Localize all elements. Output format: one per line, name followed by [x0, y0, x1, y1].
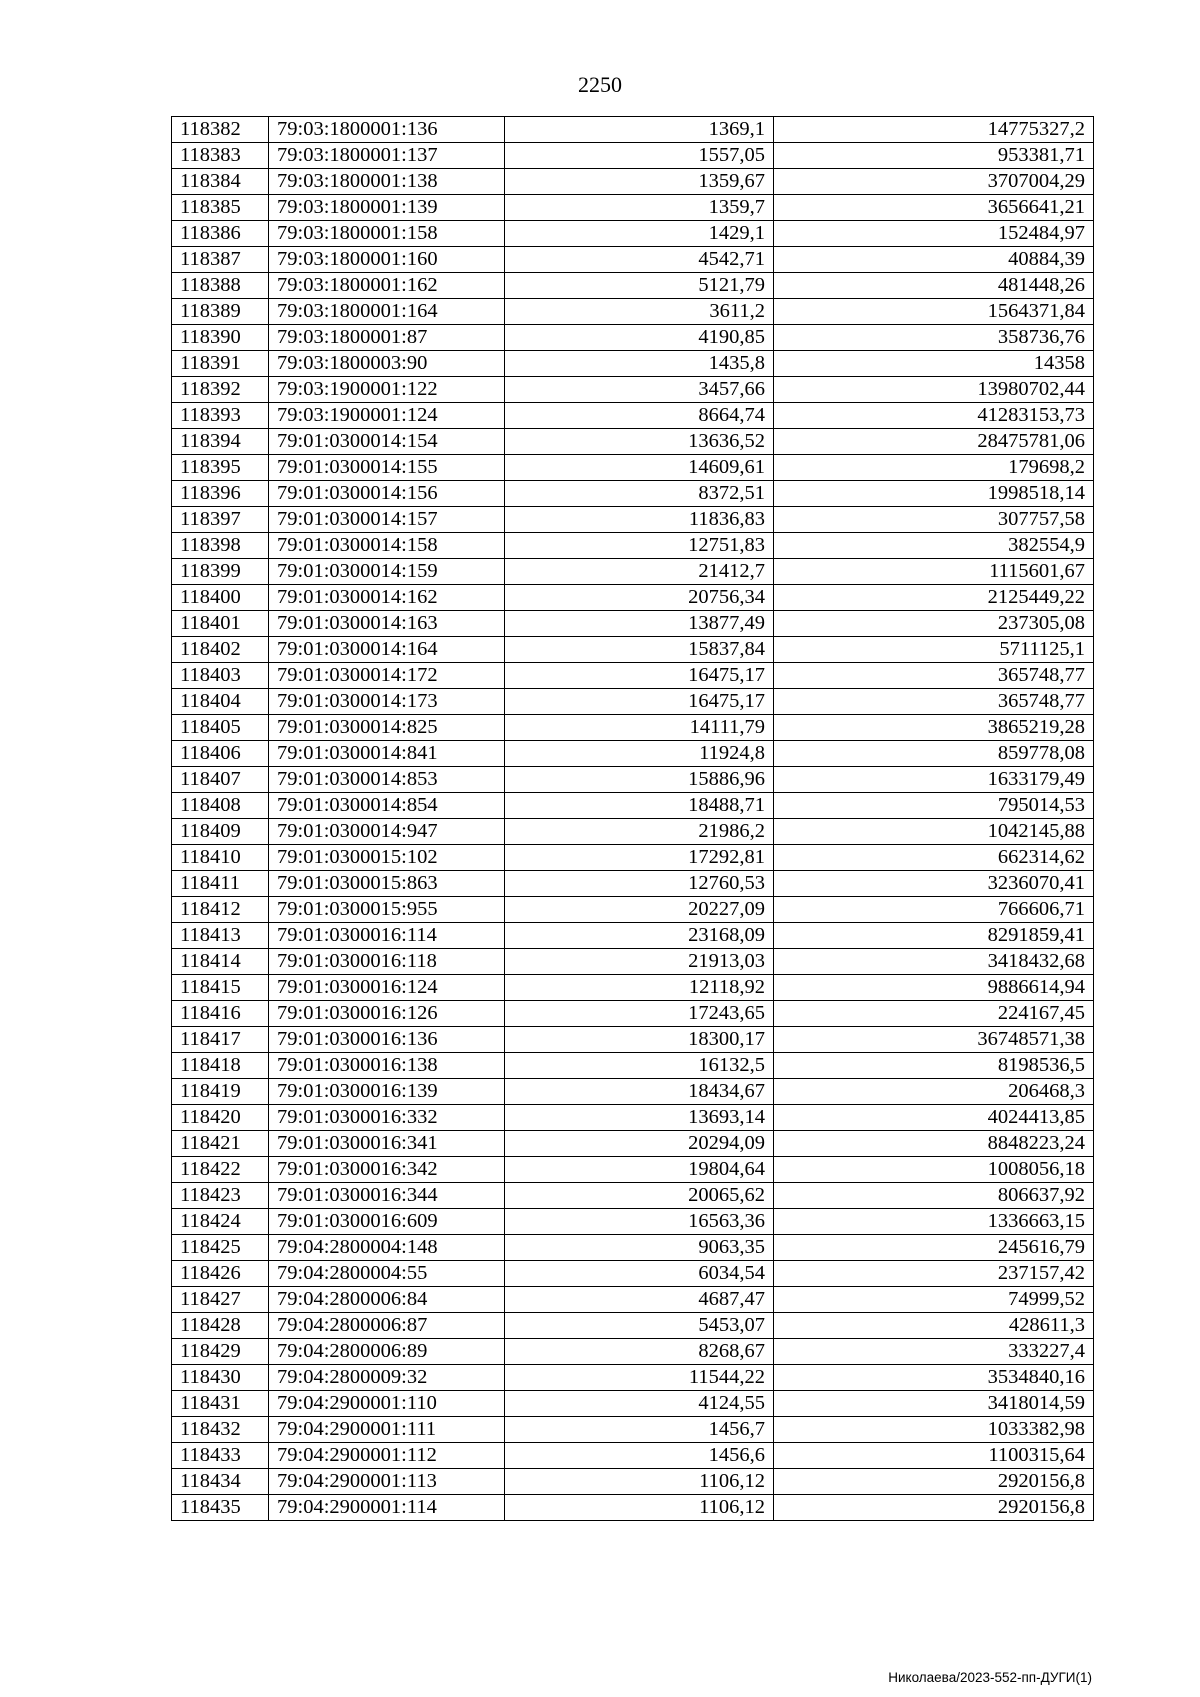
row-number-cell: 118425: [172, 1235, 269, 1261]
value-cell: 14358: [774, 351, 1094, 377]
value-cell: 74999,52: [774, 1287, 1094, 1313]
cadastral-number-cell: 79:01:0300014:825: [269, 715, 505, 741]
table-row: [172, 247, 1094, 273]
table-row: [172, 1495, 1094, 1521]
cadastral-number-cell: 79:03:1800001:158: [269, 221, 505, 247]
row-number-cell: 118388: [172, 273, 269, 299]
cadastral-number-cell: 79:03:1800001:164: [269, 299, 505, 325]
table-row: [172, 1183, 1094, 1209]
row-number-cell: 118399: [172, 559, 269, 585]
value-cell: 8291859,41: [774, 923, 1094, 949]
row-number-cell: 118390: [172, 325, 269, 351]
row-number-cell: 118410: [172, 845, 269, 871]
cadastral-number-cell: 79:03:1800001:138: [269, 169, 505, 195]
value-cell: 5711125,1: [774, 637, 1094, 663]
area-cell: 4542,71: [505, 247, 774, 273]
area-cell: 6034,54: [505, 1261, 774, 1287]
table-row: [172, 1391, 1094, 1417]
area-cell: 20227,09: [505, 897, 774, 923]
area-cell: 16475,17: [505, 663, 774, 689]
row-number-cell: 118411: [172, 871, 269, 897]
row-number-cell: 118389: [172, 299, 269, 325]
row-number-cell: 118405: [172, 715, 269, 741]
area-cell: 5453,07: [505, 1313, 774, 1339]
table-row: [172, 611, 1094, 637]
value-cell: 333227,4: [774, 1339, 1094, 1365]
table-row: [172, 429, 1094, 455]
value-cell: 307757,58: [774, 507, 1094, 533]
cadastral-number-cell: 79:01:0300016:136: [269, 1027, 505, 1053]
table-row: [172, 1105, 1094, 1131]
value-cell: 1998518,14: [774, 481, 1094, 507]
row-number-cell: 118407: [172, 767, 269, 793]
row-number-cell: 118402: [172, 637, 269, 663]
value-cell: 1633179,49: [774, 767, 1094, 793]
area-cell: 8372,51: [505, 481, 774, 507]
row-number-cell: 118435: [172, 1495, 269, 1521]
cadastral-number-cell: 79:04:2800009:32: [269, 1365, 505, 1391]
area-cell: 20756,34: [505, 585, 774, 611]
area-cell: 8664,74: [505, 403, 774, 429]
area-cell: 11836,83: [505, 507, 774, 533]
cadastral-number-cell: 79:03:1800001:139: [269, 195, 505, 221]
area-cell: 8268,67: [505, 1339, 774, 1365]
value-cell: 481448,26: [774, 273, 1094, 299]
table-row: [172, 845, 1094, 871]
area-cell: 1106,12: [505, 1469, 774, 1495]
row-number-cell: 118414: [172, 949, 269, 975]
area-cell: 1359,67: [505, 169, 774, 195]
row-number-cell: 118429: [172, 1339, 269, 1365]
value-cell: 1564371,84: [774, 299, 1094, 325]
cadastral-number-cell: 79:01:0300014:854: [269, 793, 505, 819]
area-cell: 20065,62: [505, 1183, 774, 1209]
cadastral-number-cell: 79:01:0300014:154: [269, 429, 505, 455]
value-cell: 1100315,64: [774, 1443, 1094, 1469]
table-row: [172, 117, 1094, 143]
area-cell: 4190,85: [505, 325, 774, 351]
table-row: [172, 1469, 1094, 1495]
cadastral-number-cell: 79:01:0300014:853: [269, 767, 505, 793]
table-row: [172, 351, 1094, 377]
cadastral-number-cell: 79:01:0300014:947: [269, 819, 505, 845]
table-row: [172, 221, 1094, 247]
table-row: [172, 637, 1094, 663]
area-cell: 1456,7: [505, 1417, 774, 1443]
table-row: [172, 1339, 1094, 1365]
area-cell: 1456,6: [505, 1443, 774, 1469]
area-cell: 16132,5: [505, 1053, 774, 1079]
cadastral-number-cell: 79:01:0300014:172: [269, 663, 505, 689]
cadastral-number-cell: 79:01:0300016:124: [269, 975, 505, 1001]
value-cell: 662314,62: [774, 845, 1094, 871]
row-number-cell: 118431: [172, 1391, 269, 1417]
table-row: [172, 195, 1094, 221]
area-cell: 14609,61: [505, 455, 774, 481]
value-cell: 953381,71: [774, 143, 1094, 169]
value-cell: 3236070,41: [774, 871, 1094, 897]
value-cell: 245616,79: [774, 1235, 1094, 1261]
row-number-cell: 118417: [172, 1027, 269, 1053]
cadastral-number-cell: 79:03:1800001:162: [269, 273, 505, 299]
value-cell: 40884,39: [774, 247, 1094, 273]
table-row: [172, 1079, 1094, 1105]
value-cell: 1336663,15: [774, 1209, 1094, 1235]
row-number-cell: 118426: [172, 1261, 269, 1287]
row-number-cell: 118428: [172, 1313, 269, 1339]
row-number-cell: 118391: [172, 351, 269, 377]
value-cell: 2920156,8: [774, 1469, 1094, 1495]
area-cell: 11544,22: [505, 1365, 774, 1391]
table-row: [172, 1261, 1094, 1287]
area-cell: 23168,09: [505, 923, 774, 949]
table-row: [172, 1417, 1094, 1443]
value-cell: 3656641,21: [774, 195, 1094, 221]
cadastral-number-cell: 79:01:0300016:138: [269, 1053, 505, 1079]
value-cell: 206468,3: [774, 1079, 1094, 1105]
area-cell: 1435,8: [505, 351, 774, 377]
table-row: [172, 923, 1094, 949]
row-number-cell: 118396: [172, 481, 269, 507]
cadastral-number-cell: 79:04:2900001:112: [269, 1443, 505, 1469]
area-cell: 1429,1: [505, 221, 774, 247]
table-row: [172, 325, 1094, 351]
value-cell: 152484,97: [774, 221, 1094, 247]
cadastral-number-cell: 79:01:0300016:341: [269, 1131, 505, 1157]
cadastral-number-cell: 79:01:0300014:155: [269, 455, 505, 481]
value-cell: 237305,08: [774, 611, 1094, 637]
cadastral-number-cell: 79:01:0300014:163: [269, 611, 505, 637]
value-cell: 36748571,38: [774, 1027, 1094, 1053]
table-row: [172, 1209, 1094, 1235]
cadastral-number-cell: 79:04:2800004:148: [269, 1235, 505, 1261]
value-cell: 28475781,06: [774, 429, 1094, 455]
table-row: [172, 559, 1094, 585]
value-cell: 3418432,68: [774, 949, 1094, 975]
row-number-cell: 118400: [172, 585, 269, 611]
table-row: [172, 585, 1094, 611]
row-number-cell: 118409: [172, 819, 269, 845]
cadastral-number-cell: 79:04:2800006:89: [269, 1339, 505, 1365]
table-row: [172, 1001, 1094, 1027]
table-row: [172, 1313, 1094, 1339]
value-cell: 1115601,67: [774, 559, 1094, 585]
area-cell: 13693,14: [505, 1105, 774, 1131]
row-number-cell: 118432: [172, 1417, 269, 1443]
cadastral-number-cell: 79:01:0300016:609: [269, 1209, 505, 1235]
table-row: [172, 1235, 1094, 1261]
row-number-cell: 118430: [172, 1365, 269, 1391]
cadastral-number-cell: 79:01:0300014:156: [269, 481, 505, 507]
table-row: [172, 1443, 1094, 1469]
area-cell: 1106,12: [505, 1495, 774, 1521]
row-number-cell: 118392: [172, 377, 269, 403]
cadastral-number-cell: 79:01:0300014:841: [269, 741, 505, 767]
value-cell: 2920156,8: [774, 1495, 1094, 1521]
table-row: [172, 949, 1094, 975]
cadastral-number-cell: 79:01:0300016:342: [269, 1157, 505, 1183]
table-row: [172, 819, 1094, 845]
row-number-cell: 118404: [172, 689, 269, 715]
area-cell: 12760,53: [505, 871, 774, 897]
cadastral-number-cell: 79:01:0300016:139: [269, 1079, 505, 1105]
value-cell: 358736,76: [774, 325, 1094, 351]
cadastral-number-cell: 79:04:2900001:111: [269, 1417, 505, 1443]
table-row: [172, 1157, 1094, 1183]
value-cell: 3534840,16: [774, 1365, 1094, 1391]
area-cell: 9063,35: [505, 1235, 774, 1261]
cadastral-number-cell: 79:03:1800001:87: [269, 325, 505, 351]
cadastral-number-cell: 79:01:0300016:344: [269, 1183, 505, 1209]
row-number-cell: 118434: [172, 1469, 269, 1495]
area-cell: 15886,96: [505, 767, 774, 793]
row-number-cell: 118393: [172, 403, 269, 429]
value-cell: 382554,9: [774, 533, 1094, 559]
table-row: [172, 1053, 1094, 1079]
value-cell: 766606,71: [774, 897, 1094, 923]
row-number-cell: 118415: [172, 975, 269, 1001]
area-cell: 12751,83: [505, 533, 774, 559]
row-number-cell: 118418: [172, 1053, 269, 1079]
cadastral-number-cell: 79:04:2800004:55: [269, 1261, 505, 1287]
area-cell: 21412,7: [505, 559, 774, 585]
table-row: [172, 1287, 1094, 1313]
area-cell: 13877,49: [505, 611, 774, 637]
value-cell: 365748,77: [774, 689, 1094, 715]
table-row: [172, 403, 1094, 429]
value-cell: 3418014,59: [774, 1391, 1094, 1417]
table-row: [172, 793, 1094, 819]
table-row: [172, 897, 1094, 923]
area-cell: 17292,81: [505, 845, 774, 871]
row-number-cell: 118419: [172, 1079, 269, 1105]
value-cell: 13980702,44: [774, 377, 1094, 403]
cadastral-number-cell: 79:01:0300016:114: [269, 923, 505, 949]
value-cell: 3865219,28: [774, 715, 1094, 741]
value-cell: 1033382,98: [774, 1417, 1094, 1443]
cadastral-number-cell: 79:01:0300014:157: [269, 507, 505, 533]
table-row: [172, 871, 1094, 897]
cadastral-number-cell: 79:01:0300014:164: [269, 637, 505, 663]
row-number-cell: 118401: [172, 611, 269, 637]
row-number-cell: 118398: [172, 533, 269, 559]
area-cell: 4687,47: [505, 1287, 774, 1313]
value-cell: 1042145,88: [774, 819, 1094, 845]
row-number-cell: 118397: [172, 507, 269, 533]
table-row: [172, 741, 1094, 767]
area-cell: 18434,67: [505, 1079, 774, 1105]
area-cell: 3611,2: [505, 299, 774, 325]
cadastral-number-cell: 79:04:2900001:113: [269, 1469, 505, 1495]
row-number-cell: 118385: [172, 195, 269, 221]
cadastral-number-cell: 79:03:1800001:160: [269, 247, 505, 273]
cadastral-number-cell: 79:03:1800001:137: [269, 143, 505, 169]
area-cell: 17243,65: [505, 1001, 774, 1027]
area-cell: 1359,7: [505, 195, 774, 221]
value-cell: 1008056,18: [774, 1157, 1094, 1183]
value-cell: 859778,08: [774, 741, 1094, 767]
value-cell: 428611,3: [774, 1313, 1094, 1339]
row-number-cell: 118387: [172, 247, 269, 273]
page-number: 2250: [578, 72, 622, 97]
cadastral-number-cell: 79:03:1800001:136: [269, 117, 505, 143]
cadastral-number-cell: 79:01:0300014:162: [269, 585, 505, 611]
area-cell: 11924,8: [505, 741, 774, 767]
table-row: [172, 299, 1094, 325]
table-row: [172, 767, 1094, 793]
row-number-cell: 118427: [172, 1287, 269, 1313]
row-number-cell: 118433: [172, 1443, 269, 1469]
cadastral-number-cell: 79:03:1900001:122: [269, 377, 505, 403]
cadastral-number-cell: 79:01:0300016:126: [269, 1001, 505, 1027]
cadastral-number-cell: 79:01:0300014:158: [269, 533, 505, 559]
row-number-cell: 118383: [172, 143, 269, 169]
row-number-cell: 118408: [172, 793, 269, 819]
area-cell: 3457,66: [505, 377, 774, 403]
row-number-cell: 118382: [172, 117, 269, 143]
value-cell: 4024413,85: [774, 1105, 1094, 1131]
cadastral-number-cell: 79:04:2900001:114: [269, 1495, 505, 1521]
value-cell: 2125449,22: [774, 585, 1094, 611]
area-cell: 18300,17: [505, 1027, 774, 1053]
row-number-cell: 118403: [172, 663, 269, 689]
area-cell: 16563,36: [505, 1209, 774, 1235]
area-cell: 18488,71: [505, 793, 774, 819]
cadastral-number-cell: 79:01:0300015:102: [269, 845, 505, 871]
row-number-cell: 118386: [172, 221, 269, 247]
table-row: [172, 377, 1094, 403]
row-number-cell: 118422: [172, 1157, 269, 1183]
area-cell: 1369,1: [505, 117, 774, 143]
table-row: [172, 1365, 1094, 1391]
cadastral-number-cell: 79:04:2800006:87: [269, 1313, 505, 1339]
row-number-cell: 118412: [172, 897, 269, 923]
area-cell: 21913,03: [505, 949, 774, 975]
table-row: [172, 533, 1094, 559]
row-number-cell: 118395: [172, 455, 269, 481]
table-row: [172, 975, 1094, 1001]
table-row: [172, 1027, 1094, 1053]
value-cell: 795014,53: [774, 793, 1094, 819]
table-row: [172, 715, 1094, 741]
row-number-cell: 118423: [172, 1183, 269, 1209]
cadastral-number-cell: 79:04:2800006:84: [269, 1287, 505, 1313]
table-row: [172, 273, 1094, 299]
row-number-cell: 118406: [172, 741, 269, 767]
area-cell: 1557,05: [505, 143, 774, 169]
value-cell: 237157,42: [774, 1261, 1094, 1287]
value-cell: 9886614,94: [774, 975, 1094, 1001]
cadastral-number-cell: 79:03:1800003:90: [269, 351, 505, 377]
table-row: [172, 481, 1094, 507]
area-cell: 19804,64: [505, 1157, 774, 1183]
document-footer: Николаева/2023-552-пп-ДУГИ(1): [888, 1670, 1092, 1685]
table-row: [172, 143, 1094, 169]
table-row: [172, 507, 1094, 533]
value-cell: 3707004,29: [774, 169, 1094, 195]
value-cell: 8848223,24: [774, 1131, 1094, 1157]
area-cell: 5121,79: [505, 273, 774, 299]
cadastral-number-cell: 79:01:0300014:173: [269, 689, 505, 715]
value-cell: 179698,2: [774, 455, 1094, 481]
table-row: [172, 689, 1094, 715]
cadastral-number-cell: 79:01:0300015:863: [269, 871, 505, 897]
row-number-cell: 118416: [172, 1001, 269, 1027]
area-cell: 16475,17: [505, 689, 774, 715]
area-cell: 21986,2: [505, 819, 774, 845]
cadastral-number-cell: 79:01:0300016:332: [269, 1105, 505, 1131]
cadastral-number-cell: 79:01:0300016:118: [269, 949, 505, 975]
row-number-cell: 118420: [172, 1105, 269, 1131]
value-cell: 806637,92: [774, 1183, 1094, 1209]
cadastral-number-cell: 79:04:2900001:110: [269, 1391, 505, 1417]
row-number-cell: 118413: [172, 923, 269, 949]
table-row: [172, 455, 1094, 481]
value-cell: 8198536,5: [774, 1053, 1094, 1079]
cadastral-number-cell: 79:01:0300015:955: [269, 897, 505, 923]
row-number-cell: 118394: [172, 429, 269, 455]
row-number-cell: 118424: [172, 1209, 269, 1235]
area-cell: 4124,55: [505, 1391, 774, 1417]
cadastral-number-cell: 79:03:1900001:124: [269, 403, 505, 429]
value-cell: 224167,45: [774, 1001, 1094, 1027]
registry-table: [171, 116, 1094, 1521]
area-cell: 20294,09: [505, 1131, 774, 1157]
table-row: [172, 169, 1094, 195]
table-row: [172, 663, 1094, 689]
registry-table-body: [172, 117, 1094, 1521]
area-cell: 15837,84: [505, 637, 774, 663]
area-cell: 13636,52: [505, 429, 774, 455]
table-row: [172, 1131, 1094, 1157]
value-cell: 41283153,73: [774, 403, 1094, 429]
row-number-cell: 118421: [172, 1131, 269, 1157]
value-cell: 14775327,2: [774, 117, 1094, 143]
row-number-cell: 118384: [172, 169, 269, 195]
cadastral-number-cell: 79:01:0300014:159: [269, 559, 505, 585]
area-cell: 14111,79: [505, 715, 774, 741]
value-cell: 365748,77: [774, 663, 1094, 689]
area-cell: 12118,92: [505, 975, 774, 1001]
